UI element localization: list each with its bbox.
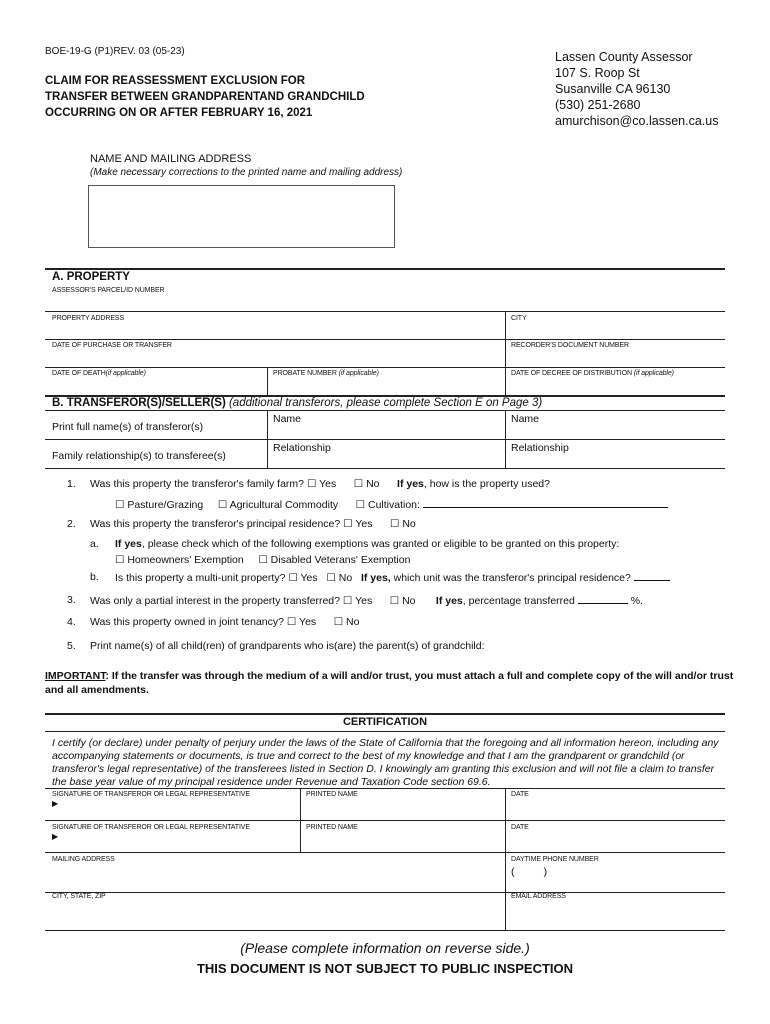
question-3-number: 3. <box>67 594 76 606</box>
column-rule <box>505 892 506 930</box>
row-rule <box>45 852 725 853</box>
office-street: 107 S. Roop St <box>555 66 640 80</box>
signature-2-field[interactable] <box>60 832 295 850</box>
column-rule <box>267 367 268 395</box>
q4-yes-checkbox[interactable]: ☐ <box>286 616 297 628</box>
q1-yes-label: Yes <box>319 478 337 490</box>
question-3: Was only a partial interest in the property transferred? ☐ Yes ☐ No If yes, percentage transferred %. <box>90 595 643 607</box>
column-rule <box>505 339 506 367</box>
row-rule <box>45 339 725 340</box>
city-label: CITY <box>511 315 527 322</box>
form-title-line-1: CLAIM FOR REASSESSMENT EXCLUSION FOR <box>45 75 306 87</box>
form-title <box>45 73 445 121</box>
decree-date-label: DATE OF DECREE OF DISTRIBUTION (if applicable) <box>511 370 674 377</box>
signature-2-arrow-icon: ▶ <box>52 832 59 841</box>
certification-title: CERTIFICATION <box>342 716 428 728</box>
row-rule <box>45 468 725 469</box>
section-b-title: B. TRANSFEROR(S)/SELLER(S) (additional transferors, please complete Section E on Page 3) <box>52 397 543 409</box>
q3-yes-checkbox[interactable]: ☐ <box>342 595 353 607</box>
question-2a-letter: a. <box>90 538 99 550</box>
assessor-office-address <box>555 49 718 129</box>
q2b-yes-checkbox[interactable]: ☐ <box>288 572 298 584</box>
form-code: BOE-19-G (P1)REV. 03 (05-23) <box>45 46 185 57</box>
q2a-homeowners-checkbox[interactable]: ☐ <box>115 554 125 566</box>
q3-no-checkbox[interactable]: ☐ <box>389 595 400 607</box>
date-2-label: DATE <box>511 824 529 831</box>
form-title-line-3: OCCURRING ON OR AFTER FEBRUARY 16, 2021 <box>45 107 313 119</box>
q1-no-checkbox[interactable]: ☐ <box>353 478 364 490</box>
question-1-options: ☐ Pasture/Grazing ☐ Agricultural Commodity ☐ Cultivation: <box>115 498 668 511</box>
row-rule <box>45 788 725 789</box>
daytime-phone-label: DAYTIME PHONE NUMBER <box>511 856 599 863</box>
probate-number-label: PROBATE NUMBER (if applicable) <box>273 370 379 377</box>
mailing-address-box[interactable] <box>88 185 395 248</box>
signature-1-label: SIGNATURE OF TRANSFEROR OR LEGAL REPRESENTATIVE <box>52 791 250 798</box>
q2-yes-checkbox[interactable]: ☐ <box>343 518 353 530</box>
reverse-side-note: (Please complete information on reverse side.) <box>240 940 530 956</box>
q2b-no-checkbox[interactable]: ☐ <box>326 572 336 584</box>
office-name: Lassen County Assessor <box>555 50 693 64</box>
q1-pasture-checkbox[interactable]: ☐ <box>115 499 125 511</box>
signature-1-field[interactable] <box>60 800 295 818</box>
relationship-1-label: Relationship <box>273 442 331 454</box>
question-1-number: 1. <box>67 478 76 490</box>
q1-no-label: No <box>366 478 380 490</box>
cert-mailing-address-label: MAILING ADDRESS <box>52 856 115 863</box>
question-2b-letter: b. <box>90 571 99 583</box>
q2b-unit-field[interactable] <box>634 571 670 581</box>
parcel-number-field[interactable] <box>45 284 725 311</box>
date-1-label: DATE <box>511 791 529 798</box>
parcel-number-label: ASSESSOR'S PARCEL/ID NUMBER <box>52 287 165 294</box>
row-rule <box>45 439 725 440</box>
transferor-name-2-label: Name <box>511 413 540 425</box>
mailing-address-heading: NAME AND MAILING ADDRESS <box>90 153 252 165</box>
question-2b: Is this property a multi-unit property? ☐ Yes ☐ No If yes, which unit was the transferor's principal residence? <box>115 571 670 584</box>
purchase-date-label: DATE OF PURCHASE OR TRANSFER <box>52 342 172 349</box>
q1-agricultural-checkbox[interactable]: ☐ <box>217 499 228 511</box>
city-state-zip-label: CITY, STATE, ZIP <box>52 893 106 900</box>
mailing-address-note: (Make necessary corrections to the printed name and mailing address) <box>90 167 403 178</box>
relationship-2-label: Relationship <box>511 442 569 454</box>
column-rule <box>505 852 506 892</box>
column-rule <box>505 367 506 395</box>
question-2a: If yes, please check which of the following exemptions was granted or eligible to be granted on this property: <box>115 538 620 550</box>
row-rule <box>45 367 725 368</box>
question-5-number: 5. <box>67 640 76 652</box>
section-a-title: A. PROPERTY <box>52 271 130 283</box>
question-4: Was this property owned in joint tenancy? ☐ Yes ☐ No <box>90 616 360 628</box>
printed-name-1-label: PRINTED NAME <box>306 791 358 798</box>
section-a-top-rule <box>45 268 725 270</box>
row-rule <box>45 820 725 821</box>
office-phone: (530) 251-2680 <box>555 98 641 112</box>
recorder-document-label: RECORDER'S DOCUMENT NUMBER <box>511 342 630 349</box>
transferor-names-label: Print full name(s) of transferor(s) <box>52 421 204 433</box>
question-5: Print name(s) of all child(ren) of grandparents who is(are) the parent(s) of grandchild: <box>90 640 485 652</box>
property-address-label: PROPERTY ADDRESS <box>52 315 125 322</box>
q1-cultivation-field[interactable] <box>423 498 668 508</box>
row-rule <box>45 930 725 931</box>
question-2a-options: ☐ Homeowners' Exemption ☐ Disabled Veterans' Exemption <box>115 554 411 566</box>
office-city: Susanville CA 96130 <box>555 82 671 96</box>
email-address-label: EMAIL ADDRESS <box>511 893 566 900</box>
row-rule <box>45 731 725 732</box>
q2-no-checkbox[interactable]: ☐ <box>389 518 400 530</box>
form-title-line-2: TRANSFER BETWEEN GRANDPARENTAND GRANDCHILD <box>45 91 365 103</box>
confidentiality-notice: THIS DOCUMENT IS NOT SUBJECT TO PUBLIC INSPECTION <box>196 961 574 976</box>
row-rule <box>45 311 725 312</box>
printed-name-2-label: PRINTED NAME <box>306 824 358 831</box>
q2a-veterans-checkbox[interactable]: ☐ <box>258 554 268 566</box>
certification-top-rule <box>45 713 725 715</box>
office-email: amurchison@co.lassen.ca.us <box>555 114 719 128</box>
q1-cultivation-checkbox[interactable]: ☐ <box>355 499 366 511</box>
question-2: Was this property the transferor's principal residence? ☐ Yes ☐ No <box>90 518 416 530</box>
signature-2-label: SIGNATURE OF TRANSFEROR OR LEGAL REPRESENTATIVE <box>52 824 250 831</box>
phone-area-code-field[interactable]: ( ) <box>511 866 548 878</box>
transferor-name-1-label: Name <box>273 413 302 425</box>
question-2-number: 2. <box>67 518 76 530</box>
date-of-death-label: DATE OF DEATH(if applicable) <box>52 370 146 377</box>
row-rule <box>45 892 725 893</box>
q4-no-checkbox[interactable]: ☐ <box>333 616 344 628</box>
certification-statement: I certify (or declare) under penalty of perjury under the laws of the State of California that the foregoing and all information hereon, including any accompanying statements or documents, is true and correct to the best of my knowledge and that I am the grandparent or grandchild (or transferor's legal representative) of the transferees listed in Section D. I knowingly am granting this exclusion and will not file a claim to transfer the base year value of my principal residence under Revenue and Taxation Code section 69.6. <box>52 737 719 788</box>
row-rule <box>45 410 725 411</box>
relationship-row-label: Family relationship(s) to transferee(s) <box>52 450 226 462</box>
signature-1-arrow-icon: ▶ <box>52 799 59 808</box>
important-notice: IMPORTANT: If the transfer was through the medium of a will and/or trust, you must attach a full and complete copy of the will and/or trust and all amendments. <box>45 670 734 696</box>
question-4-number: 4. <box>67 616 76 628</box>
q3-percentage-field[interactable] <box>578 594 628 604</box>
question-1: Was this property the transferor's family farm? ☐ Yes ☐ No If yes, how is the property used? <box>90 478 550 490</box>
column-rule <box>505 311 506 339</box>
q1-yes-checkbox[interactable]: ☐ <box>306 478 317 490</box>
